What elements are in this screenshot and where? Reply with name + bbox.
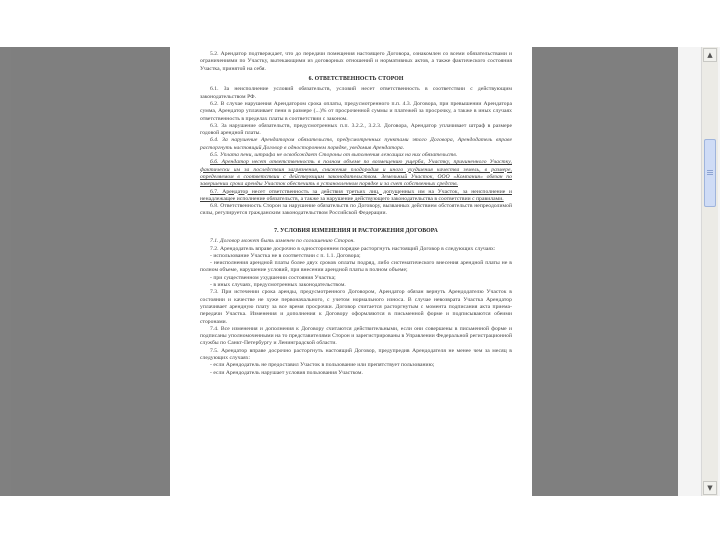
paragraph-6-1: 6.1. За неисполнение условий обязательств, условий несет ответственность в соответствии с действующим законодательством РФ. — [200, 86, 512, 100]
page-content — [200, 51, 512, 377]
paragraph-6-8: 6.8. Ответственность Сторон за нарушение обязательств по Договору, вызванных действием обстоятельств непреодолимой силы, регулируется гражданским законодательством Российской Федерации. — [200, 203, 512, 217]
scroll-thumb[interactable] — [704, 139, 716, 207]
paragraph-7-2-item-4: - в иных случаях, предусмотренных законодательством. — [210, 282, 346, 289]
paragraph-7-2-item-2: - неисполнения арендной платы более двух сроков оплаты подряд, либо систематического внесения арендной платы не в полном объеме, нарушение условий, при внесении арендной платы в полном объеме; — [200, 260, 512, 274]
paragraph-7-2: 7.2. Арендодатель вправе досрочно в одностороннем порядке расторгнуть настоящий Договор в следующих случаях: — [210, 245, 496, 252]
paragraph-7-1: 7.1. Договор может быть изменен по соглашению Сторон. — [210, 238, 355, 245]
paragraph-6-7: 6.7. Арендатор несет ответственность за действия третьих лиц, допущенных им на Участок, за неисполнение и ненадлежащее исполнение обязательств, а также за нарушение действующего законодательства в соответствии с правилами. — [200, 188, 512, 202]
paragraph-7-5-item-1: - если Арендодатель не предоставил Участок в пользование или препятствует пользованию; — [210, 362, 435, 369]
paragraph-7-4: 7.4. Все изменения и дополнения к Договору считаются действительными, если они совершены в письменной форме и подписаны уполномоченными на то представителями Сторон и зарегистрированы в Управлении Федеральной регистрационной службы по Санкт-Петербургу и Ленинградской области. — [200, 325, 512, 347]
section-6-heading: 6. ОТВЕТСТВЕННОСТЬ СТОРОН — [308, 76, 404, 83]
paragraph-6-4: 6.4. За нарушение Арендатором обязательств, предусмотренных пунктами этого Договора, Арендодатель вправе расторгнуть настоящий Договор в одностороннем порядке, уведомив Арендатора. — [200, 137, 512, 151]
paragraph-6-5: 6.5. Уплата пени, штрафа не освобождает Стороны от выполнения лежащих на них обязательств. — [210, 152, 458, 159]
paragraph-7-3: 7.3. При истечении срока аренды, предусмотренного Договором, Арендатор обязан вернуть Арендодателю Участок в состоянии и качестве не хуже первоначального, с учетом нормального износа. В случае невозврата Участка Арендатор уплачивает арендную плату за все время просрочки. Договор считается расторгнутым с момента подписания акта приема-передачи Участка. Изменения и дополнения к Договору оформляются в письменной форме и подписываются обеими сторонами. — [200, 289, 512, 325]
paragraph-7-2-item-3: - при существенном ухудшении состояния Участка; — [210, 274, 336, 281]
paragraph-7-5-item-2: - если Арендодатель нарушает условия пользования Участком. — [210, 369, 363, 376]
paragraph-7-2-item-1: - использование Участка не в соответствии с п. 1.1. Договора; — [210, 252, 361, 259]
document-page — [170, 47, 532, 496]
paragraph-6-2: 6.2. В случае нарушения Арендатором срока оплаты, предусмотренного п.п. 4.3. Договора, при превышении Арендатора сумма, Арендатор уплачивает пени в размере (...)% от просроченной суммы и платежей за просрочку, а также в иных случаях ответственность в пределах платы в соответствии с законом. — [200, 100, 512, 122]
paragraph-5-2: 5.2. Арендатор подтверждает, что до передачи помещения настоящего Договора, ознакомлен со всеми обязательствами и ограничениями по Участку, вытекающими из договорных отношений и нормативных актов, а также фактического состояния Участка, принятой на себя. — [200, 51, 512, 72]
document-viewer — [0, 47, 720, 496]
paragraph-6-3: 6.3. За нарушение обязательств, предусмотренных п.п. 3.2.2., 3.2.3. Договора, Арендатор уплачивает штраф в размере годовой арендной платы. — [200, 122, 512, 137]
scroll-up-button[interactable]: ▲ — [703, 48, 717, 62]
vertical-scrollbar[interactable] — [701, 47, 718, 496]
left-panel — [0, 47, 11, 496]
paragraph-6-6: 6.6. Арендатор несет ответственность в полном объеме по возмещению ущерба, Участку, причиненного Участку, фактически им за последствия загрязнения, снижения плодородия и иного ухудшения качества земель, в размере, определяемом в соответствии с действующим законодательством. Земельный Участок, ООО «Компания» обязан по завершении срока аренды Участок обеспечить в установленном порядке и за счет собственных средств. — [200, 159, 512, 188]
scroll-down-button[interactable]: ▼ — [703, 481, 717, 495]
paragraph-7-5: 7.5. Арендатор вправе досрочно расторгнуть настоящий Договор, предупредив Арендодателя не менее чем за месяц в следующих случаях: — [200, 347, 512, 361]
section-7-heading: 7. УСЛОВИЯ ИЗМЕНЕНИЯ И РАСТОРЖЕНИЯ ДОГОВОРА — [274, 228, 438, 235]
